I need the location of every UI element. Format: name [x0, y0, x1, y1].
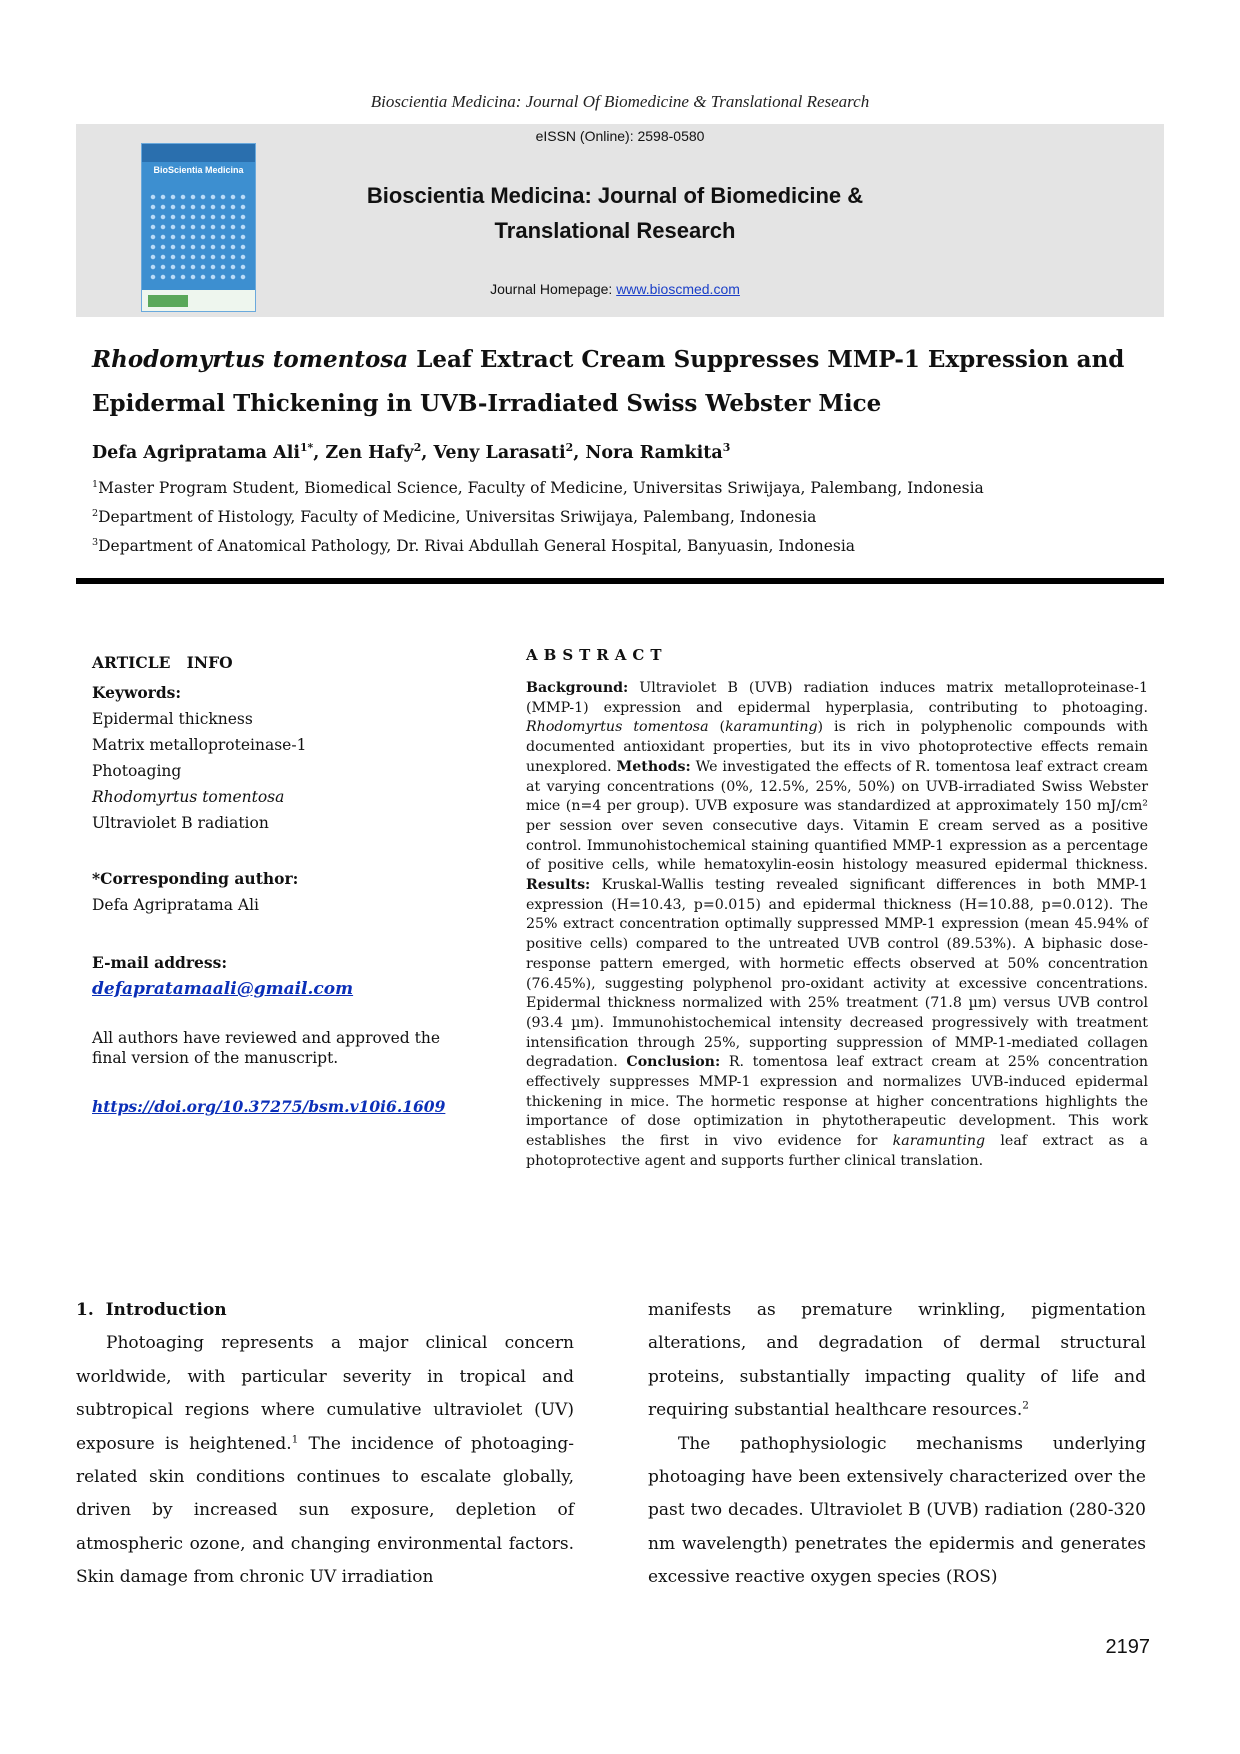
- email-block: [92, 950, 492, 1002]
- author-name: Nora Ramkita: [585, 443, 723, 463]
- keyword: Epidermal thickness: [92, 710, 253, 728]
- header-rule: [76, 578, 1164, 584]
- keywords: [92, 680, 492, 836]
- homepage-label: Journal Homepage:: [490, 281, 617, 297]
- journal-title-line1: Bioscientia Medicina: Journal of Biomedicine &: [366, 183, 864, 208]
- title-line1: Leaf Extract Cream Suppresses MMP-1 Expression and: [408, 346, 1125, 373]
- keyword: Ultraviolet B radiation: [92, 814, 269, 832]
- author-name: Defa Agripratama Ali: [92, 443, 300, 463]
- journal-title-line2: Translational Research: [494, 218, 736, 243]
- journal-cover-image: [141, 143, 256, 312]
- article-info-heading: ARTICLE INFO: [92, 653, 233, 672]
- body-left-column: [76, 1294, 574, 1595]
- keyword: Matrix metalloproteinase-1: [92, 736, 307, 754]
- abstract-text: Background: Ultraviolet B (UVB) radiation induces matrix metalloproteinase-1 (MMP-1) expression and epidermal hyperplasia, contributing to photoaging. Rhodomyrtus tomentosa (karamunting) is rich in polyphenolic compounds with documented antioxidant properties, but its in vivo photoprotective effects remain unexplored. Methods: We investigated the effects of R. tomentosa leaf extract cream at varying concentrations (0%, 12.5%, 25%, 50%) on UVB-irradiated Swiss Webster mice (n=4 per group). UVB exposure was standardized at approximately 150 mJ/cm² per session over seven consecutive days. Vitamin E cream served as a positive control. Immunohistochemical staining quantified MMP-1 expression as a percentage of positive cells, while hematoxylin-eosin histology measured epidermal thickness. Results: Kruskal-Wallis testing revealed significant differences in both MMP-1 expression (H=10.43, p=0.015) and epidermal thickness (H=10.88, p=0.012). The 25% extract concentration optimally suppressed MMP-1 expression (mean 45.94% of positive cells) compared to the untreated UVB control (89.53%). A biphasic dose-response pattern emerged, with hormetic effects observed at 50% concentration (76.45%), suggesting polyphenol pro-oxidant activity at excessive concentrations. Epidermal thickness normalized with 25% treatment (71.8 µm) versus UVB control (93.4 µm). Immunohistochemical intensity decreased progressively with treatment intensification through 25%, supporting suppression of MMP-1-mediated collagen degradation. Conclusion: R. tomentosa leaf extract cream at 25% concentration effectively suppresses MMP-1 expression and normalizes UVB-induced epidermal thickening in mice. The hormetic response at higher concentrations highlights the importance of dose optimization in phytotherapeutic development. This work establishes the first in vivo evidence for karamunting leaf extract as a photoprotective agent and supports further clinical translation.: [526, 680, 1149, 1169]
- affiliation: $^2$Department of Histology, Faculty of Medicine, Universitas Sriwijaya, Palembang, Indonesia: [92, 507, 817, 526]
- publisher-logo: [148, 295, 188, 307]
- title-line2: Epidermal Thickening in UVB-Irradiated Swiss Webster Mice: [92, 390, 882, 417]
- affiliation: $^3$Department of Anatomical Pathology, Dr. Rivai Abdullah General Hospital, Banyuasin, Indonesia: [92, 536, 856, 555]
- body-paragraph: The pathophysiologic mechanisms underlying photoaging have been extensively characterized over the past two decades. Ultraviolet B (UVB) radiation (280-320 nm wavelength) penetrates the epidermis and generates excessive reactive oxygen species (ROS): [648, 1433, 1146, 1588]
- body-right-column: [648, 1294, 1146, 1595]
- journal-homepage: [330, 281, 900, 297]
- author-name: Veny Larasati: [433, 443, 566, 463]
- keyword: Rhodomyrtus tomentosa: [92, 788, 285, 806]
- section-heading: 1. Introduction: [76, 1300, 227, 1320]
- approval-note: All authors have reviewed and approved the final version of the manuscript.: [92, 1029, 440, 1067]
- email-link[interactable]: defapratamaali@gmail.com: [92, 979, 354, 999]
- doi-link[interactable]: https://doi.org/10.37275/bsm.v10i6.1609: [92, 1097, 446, 1116]
- title-species: Rhodomyrtus tomentosa: [92, 346, 409, 373]
- keywords-label: Keywords:: [92, 683, 182, 702]
- corresponding-name: Defa Agripratama Ali: [92, 896, 260, 914]
- cover-title: BioScientia Medicina: [153, 165, 244, 175]
- corresponding-label: *Corresponding author:: [92, 869, 299, 888]
- email-label: E-mail address:: [92, 953, 228, 972]
- page-number: 2197: [1105, 1636, 1150, 1658]
- corresponding-author: [92, 866, 492, 918]
- author-name: Zen Hafy: [325, 443, 414, 463]
- body-paragraph: Photoaging represents a major clinical concern worldwide, with particular severity in tropical and subtropical regions where cumulative ultraviolet (UV) exposure is heightened.$^1$ The incidence of photoaging-related skin conditions continues to escalate globally, driven by increased sun exposure, depletion of atmospheric ozone, and changing environmental factors. Skin damage from chronic UV irradiation: [76, 1333, 574, 1588]
- keyword: Photoaging: [92, 762, 182, 780]
- author-list: Defa Agripratama Ali$^{1*}$, Zen Hafy$^2$, Veny Larasati$^2$, Nora Ramkita$^3$: [92, 441, 731, 463]
- body-paragraph: manifests as premature wrinkling, pigmentation alterations, and degradation of dermal structural proteins, substantially impacting quality of life and requiring substantial healthcare resources.$^2$: [648, 1300, 1146, 1421]
- homepage-link[interactable]: www.bioscmed.com: [616, 281, 740, 297]
- journal-title: [330, 178, 900, 248]
- doi: [92, 1094, 492, 1120]
- paper-title: [92, 338, 1152, 426]
- affiliation: $^1$Master Program Student, Biomedical Science, Faculty of Medicine, Universitas Sriwijaya, Palembang, Indonesia: [92, 478, 984, 497]
- running-head: Bioscientia Medicina: Journal Of Biomedicine & Translational Research: [370, 92, 870, 111]
- abstract-heading: ABSTRACT: [526, 646, 668, 664]
- eissn: eISSN (Online): 2598-0580: [535, 128, 705, 144]
